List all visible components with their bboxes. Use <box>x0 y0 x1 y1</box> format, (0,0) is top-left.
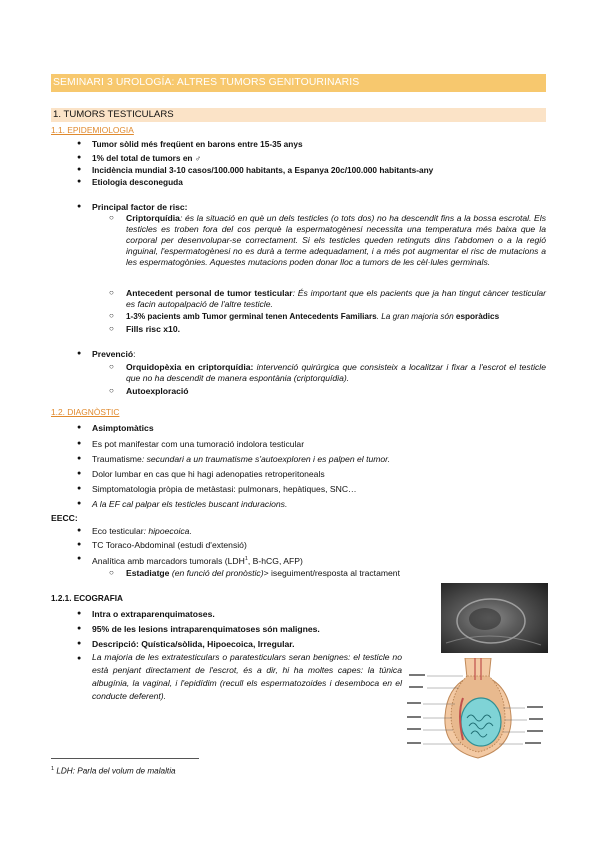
footnote-number: 1 <box>51 766 55 772</box>
circle-bullet-icon: ○ <box>109 386 114 395</box>
estadiatge-italic: (en funció del pronòstic) <box>169 568 264 578</box>
bullet-icon: ● <box>77 640 82 647</box>
bullet-icon: ● <box>77 166 82 173</box>
orquidopexia-label: Orquidopèxia en criptorquídia: <box>126 362 254 372</box>
bullet-icon: ● <box>77 203 82 210</box>
familiars-bold: 1-3% pacients amb Tumor germinal tenen Antecedents Familiars <box>126 312 377 321</box>
bullet-icon: ● <box>77 440 82 447</box>
subheading-ecografia: 1.2.1. ECOGRAFIA <box>51 594 123 603</box>
antecedent-text: : És important que els pacients que ja han tingut càncer testicular es facin autopalpació de l'altre testicle. <box>126 288 547 309</box>
bullet-icon: ● <box>77 424 82 431</box>
epi-item: Etiologia desconeguda <box>92 177 183 187</box>
circle-bullet-icon: ○ <box>109 324 114 333</box>
antecedent-paragraph <box>126 288 546 310</box>
bullet-icon: ● <box>77 455 82 462</box>
bullet-icon: ● <box>77 541 82 548</box>
eecc-item: TC Toraco-Abdominal (estudi d'extensió) <box>92 540 247 550</box>
bullet-icon: ● <box>77 350 82 357</box>
bullet-icon: ● <box>77 470 82 477</box>
criptorquidia-text: : és la situació en què un dels testicles (o tots dos) no ha descendit fins a la bossa escrotal. Els testicles es troben fora del cos perquè la espermatogènesi necessita una temperatura més baixa que la corporal per desenvolupar-se correctament. Si els testicles queden retinguts dins l'abdomen o a la regió inguinal, l'espermatogènesi no es durà a terme adequadament, i a més pot augmentar el risc de mutacions a les espermatogònies. Aquestes mutacions poden donar lloc a tumors de les cèl·lules germinals. <box>126 213 546 267</box>
traumatisme-text: : secundari a un traumatisme s'autoexploren i es palpen el tumor. <box>141 454 391 464</box>
ultrasound-image <box>441 583 548 653</box>
epi-item: Incidència mundial 3-10 casos/100.000 habitants, a Espanya 20c/100.000 habitants-any <box>92 165 434 175</box>
anatomy-svg <box>405 658 548 760</box>
eco-item-descripcio <box>92 639 295 650</box>
title-band <box>51 74 546 92</box>
ultrasound-texture <box>441 583 548 653</box>
criptorquidia-label: Criptorquídia <box>126 213 180 223</box>
eco-paragraph: La majoria de les extratesticulars o paratesticulars seran benignes: el testicle no està penjant directament de l'escrot, és a dir, hi ha moltes capes: la túnica albugínia, la vaginal, i l'epidídim (recull els espermatozoides i desemboca en el conducte deferent). <box>92 652 402 701</box>
bullet-icon: ● <box>77 154 82 161</box>
prevencio-heading: Prevenció: <box>92 349 136 359</box>
bullet-icon: ● <box>77 500 82 507</box>
footnote <box>51 764 176 777</box>
eecc-heading: EECC: <box>51 513 78 523</box>
testicle-anatomy-diagram <box>405 658 548 760</box>
section-band <box>51 108 546 122</box>
bullet-icon: ● <box>77 140 82 147</box>
circle-bullet-icon: ○ <box>109 288 114 297</box>
diag-item: Asimptomàtics <box>92 423 154 433</box>
circle-bullet-icon: ○ <box>109 311 114 320</box>
familiars-italic: . La gran majoria són <box>376 312 456 321</box>
risk-heading: Principal factor de risc: <box>92 202 188 212</box>
footnote-text: LDH: Parla del volum de malaltia <box>56 766 176 776</box>
circle-bullet-icon: ○ <box>109 213 114 222</box>
orquidopexia-text: intervenció quirúrgica que consisteix a localitzar i fixar a l'escrot el testicle que no ha descendit de manera espontània (criptorquídia). <box>126 362 546 383</box>
diag-item: Es pot manifestar com una tumoració indolora testicular <box>92 439 305 449</box>
footnote-ref: 1 <box>244 556 248 562</box>
criptorquidia-paragraph <box>126 213 546 268</box>
circle-bullet-icon: ○ <box>109 362 114 371</box>
analitica-text: Analítica amb marcadors tumorals (LDH <box>92 555 245 566</box>
bullet-icon: ● <box>77 555 82 562</box>
eecc-item-eco <box>92 526 192 537</box>
eecc-item-analitica <box>92 554 303 567</box>
autoexploracio: Autoexploració <box>126 386 189 396</box>
descripcio-text: : Quística/sòlida, Hipoecoica, Irregular. <box>135 639 295 649</box>
page-title: SEMINARI 3 UROLOGÍA: ALTRES TUMORS GENITOURINARIS <box>53 77 360 88</box>
epi-item: 1% del total de tumors en ♂ <box>92 153 202 163</box>
eco-text: : hipoecoica. <box>143 526 192 536</box>
bullet-icon: ● <box>77 527 82 534</box>
diag-item: A la EF cal palpar els testicles buscant induracions. <box>92 499 288 509</box>
footnote-separator <box>51 758 199 759</box>
descripcio-label: Descripció <box>92 639 136 649</box>
diag-item-traumatisme <box>92 454 390 465</box>
estadiatge-line <box>126 568 400 579</box>
traumatisme-label: Traumatisme <box>92 454 142 464</box>
epi-item: Tumor sòlid més freqüent en barons entre 15-35 anys <box>92 139 303 149</box>
subheading-diagnostic: 1.2. DIAGNÒSTIC <box>51 407 120 417</box>
familiars-bold-2: esporàdics <box>455 312 500 321</box>
fills-line: Fills risc x10. <box>126 324 180 334</box>
bullet-icon: ● <box>77 178 82 185</box>
familiars-line <box>126 311 499 322</box>
antecedent-label: Antecedent personal de tumor testicular <box>126 288 293 298</box>
circle-bullet-icon: ○ <box>109 568 114 577</box>
eco-label: Eco testicular <box>92 526 144 536</box>
analitica-end: , B-hCG, AFP) <box>247 555 303 566</box>
section-title: 1. TUMORS TESTICULARS <box>53 109 174 120</box>
diag-item: Dolor lumbar en cas que hi hagi adenopaties retroperitoneals <box>92 469 325 479</box>
estadiatge-end: > iseguiment/resposta al tractament <box>263 568 400 578</box>
diag-item: Simptomatologia pròpia de metàstasi: pulmonars, hepàtiques, SNC… <box>92 484 357 494</box>
eco-item: Intra o extraparenquimatoses. <box>92 609 215 619</box>
bullet-icon: ● <box>77 625 82 632</box>
prevencio-label: Prevenció <box>92 349 134 359</box>
orquidopexia-paragraph <box>126 362 546 384</box>
subheading-epidemiologia: 1.1. EPIDEMIOLOGIA <box>51 125 134 135</box>
bullet-icon: ● <box>77 485 82 492</box>
bullet-icon: ● <box>77 610 82 617</box>
estadiatge-label: Estadiatge <box>126 568 170 578</box>
bullet-icon: ● <box>77 655 82 662</box>
eco-item: 95% de les lesions intraparenquimatoses són malignes. <box>92 624 320 634</box>
